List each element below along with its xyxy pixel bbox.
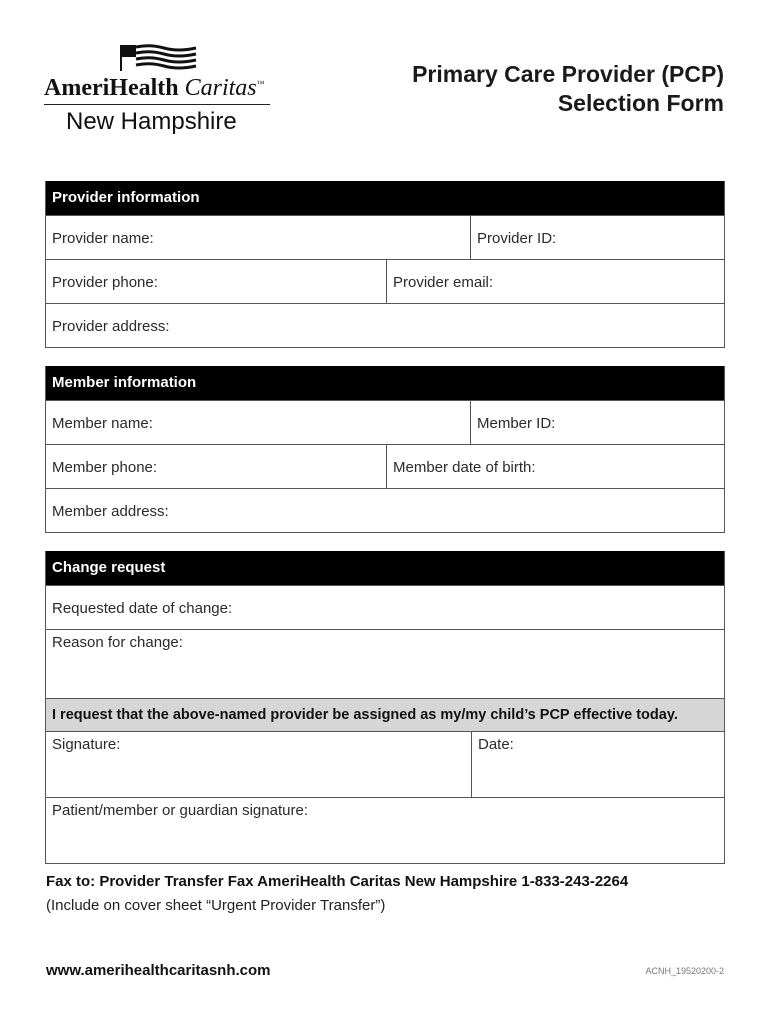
guardian-signature-label: Patient/member or guardian signature: xyxy=(52,802,308,819)
provider-section xyxy=(45,181,725,348)
change-row-2 xyxy=(46,629,724,698)
brand-italic: Caritas xyxy=(184,75,257,101)
member-phone-label: Member phone: xyxy=(52,459,158,476)
member-address-field[interactable] xyxy=(46,489,724,532)
member-dob-field[interactable] xyxy=(386,445,724,488)
date-field[interactable] xyxy=(471,732,724,797)
member-id-field[interactable] xyxy=(470,401,724,444)
member-name-field[interactable] xyxy=(46,401,470,444)
member-row-1 xyxy=(46,400,724,444)
trademark: ™ xyxy=(256,79,265,88)
title-line-1: Primary Care Provider (PCP) xyxy=(412,61,724,87)
provider-row-1 xyxy=(46,215,724,259)
request-statement: I request that the above-named provider be assigned as my/my child’s PCP effective today. xyxy=(46,698,724,731)
brand-bold: AmeriHealth xyxy=(44,75,179,101)
provider-id-field[interactable] xyxy=(470,216,724,259)
provider-row-2 xyxy=(46,259,724,303)
provider-address-field[interactable] xyxy=(46,304,724,347)
provider-phone-field[interactable] xyxy=(46,260,386,303)
provider-email-label: Provider email: xyxy=(393,274,494,291)
member-phone-field[interactable] xyxy=(46,445,386,488)
provider-name-field[interactable] xyxy=(46,216,470,259)
provider-phone-label: Provider phone: xyxy=(52,274,158,291)
provider-address-label: Provider address: xyxy=(52,318,170,335)
requested-date-field[interactable] xyxy=(46,586,724,629)
member-address-label: Member address: xyxy=(52,503,169,520)
logo xyxy=(44,44,284,144)
change-request-section xyxy=(45,551,725,864)
form-title xyxy=(412,60,724,118)
change-row-1 xyxy=(46,585,724,629)
website-link[interactable]: www.amerihealthcaritasnh.com xyxy=(46,962,271,979)
provider-row-3 xyxy=(46,303,724,347)
fax-instructions: Fax to: Provider Transfer Fax AmeriHealth Caritas New Hampshire 1-833-243-2264 xyxy=(46,873,629,890)
flag-icon xyxy=(120,44,200,72)
title-line-2: Selection Form xyxy=(557,90,724,116)
signature-label: Signature: xyxy=(52,736,121,753)
form-code: ACNH_19520200-2 xyxy=(645,966,724,976)
requested-date-label: Requested date of change: xyxy=(52,600,233,617)
fax-note: (Include on cover sheet “Urgent Provider Transfer”) xyxy=(46,897,386,914)
guardian-row xyxy=(46,797,724,863)
provider-section-heading: Provider information xyxy=(46,181,724,215)
date-label: Date: xyxy=(478,736,514,753)
reason-field[interactable] xyxy=(46,630,724,698)
logo-divider xyxy=(44,104,270,105)
member-row-2 xyxy=(46,444,724,488)
provider-name-label: Provider name: xyxy=(52,230,154,247)
member-section-heading: Member information xyxy=(46,366,724,400)
member-name-label: Member name: xyxy=(52,415,153,432)
reason-label: Reason for change: xyxy=(52,634,183,651)
signature-field[interactable] xyxy=(46,732,471,797)
member-row-3 xyxy=(46,488,724,532)
brand-state: New Hampshire xyxy=(66,108,237,135)
guardian-signature-field[interactable] xyxy=(46,798,724,863)
provider-id-label: Provider ID: xyxy=(477,230,557,247)
signature-row xyxy=(46,731,724,797)
member-dob-label: Member date of birth: xyxy=(393,459,536,476)
member-id-label: Member ID: xyxy=(477,415,556,432)
change-request-heading: Change request xyxy=(46,551,724,585)
brand-name xyxy=(44,75,265,102)
member-section xyxy=(45,366,725,533)
provider-email-field[interactable] xyxy=(386,260,724,303)
